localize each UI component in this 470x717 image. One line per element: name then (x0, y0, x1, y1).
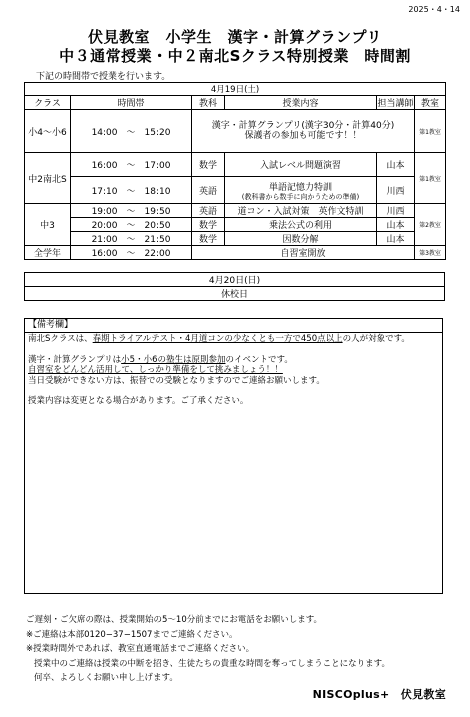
day2-status: 休校日 (25, 287, 445, 301)
subject-cell: 数学 (192, 153, 225, 177)
content-cell: 因数分解 (225, 232, 377, 246)
room-cell: 第1教室 (415, 110, 446, 153)
remarks-body (25, 333, 442, 408)
content-cell (192, 110, 415, 153)
teacher-cell: 山本 (377, 153, 415, 177)
remark-text: 南北Sクラスは、 (28, 334, 93, 344)
remark-line (28, 334, 439, 345)
table-row (25, 177, 446, 204)
remark-text: のイベントです。 (225, 354, 293, 365)
table-row (25, 153, 446, 177)
footer-notes (26, 613, 390, 686)
table-row (25, 218, 446, 232)
content-sub: (教科書から数手に向かうための準備) (241, 192, 360, 201)
room-cell: 第1教室 (415, 153, 446, 204)
remark-line: 自習室をどんどん活用して、しっかり準備をして挑みましょう！！ (28, 365, 283, 375)
remark-line (28, 355, 439, 366)
day1-date: 4月19日(土) (25, 83, 446, 96)
table-row (25, 204, 446, 218)
content-main: 単語記憶力特訓 (268, 182, 332, 193)
subject-cell: 英語 (192, 177, 225, 204)
footer-line: ※授業時間外であれば、教室直通電話までご連絡ください。 (26, 644, 255, 654)
teacher-cell: 山本 (377, 232, 415, 246)
schedule-table-day2 (24, 272, 445, 301)
header-subject: 教科 (192, 96, 225, 110)
room-cell: 第2教室 (415, 204, 446, 246)
class-cell: 中2南北S (25, 153, 71, 204)
remark-line: 当日受験ができない方は、振替での受験となりますのでご連絡お願いします。 (28, 375, 325, 386)
class-cell: 中3 (25, 204, 71, 246)
content-cell: 乗法公式の利用 (225, 218, 377, 232)
time-cell: 20:00 〜 20:50 (71, 218, 192, 232)
remark-emphasis: 小5・小6の塾生は原則参加 (121, 354, 226, 365)
remarks-heading: 【備考欄】 (25, 319, 442, 333)
subject-cell: 数学 (192, 218, 225, 232)
time-cell: 14:00 〜 15:20 (71, 110, 192, 153)
page-title-line1: 伏見教室 小学生 漢字・計算グランプリ (88, 28, 382, 46)
page-title-line2: 中３通常授業・中２南北Sクラス特別授業 時間割 (59, 47, 411, 65)
content-cell: 自習室開放 (192, 246, 415, 260)
time-cell: 19:00 〜 19:50 (71, 204, 192, 218)
footer-line: ご遅刻・ご欠席の際は、授業開始の5〜10分前までにお電話をお願いします。 (26, 615, 323, 625)
brand-signature: NISCOplus+ 伏見教室 (312, 688, 446, 701)
remarks-box (24, 318, 443, 594)
content-cell: 道コン・入試対策 英作文特訓 (225, 204, 377, 218)
teacher-cell: 川西 (377, 204, 415, 218)
subject-cell: 英語 (192, 204, 225, 218)
remark-text: 漢字・計算グランプリは (28, 354, 122, 365)
content-main: 漢字・計算グランプリ(漢字30分・計算40分) (211, 121, 395, 131)
table-row (25, 246, 446, 260)
teacher-cell: 川西 (377, 177, 415, 204)
content-cell: 入試レベル問題演習 (225, 153, 377, 177)
time-cell: 21:00 〜 21:50 (71, 232, 192, 246)
class-cell: 小4〜小6 (25, 110, 71, 153)
header-time: 時間帯 (71, 96, 192, 110)
schedule-table-day1 (24, 82, 446, 260)
footer-line: 授業中のご連絡は授業の中断を招き、生徒たちの貴重な時間を奪ってしまうことになります。 (34, 658, 390, 669)
issue-date: 2025・4・14 (408, 5, 460, 14)
header-class: クラス (25, 96, 71, 110)
remark-emphasis: 春期トライアルテスト・4月道コンの少なくとも一方で450点以上 (92, 334, 343, 344)
remark-line: 授業内容は変更となる場合があります。ご了承ください。 (28, 396, 249, 406)
footer-line: ※ご連絡は本部0120−37−1507までご連絡ください。 (26, 629, 238, 640)
day2-date: 4月20日(日) (25, 273, 445, 287)
time-cell: 17:10 〜 18:10 (71, 177, 192, 204)
header-room: 教室 (415, 96, 446, 110)
table-row (25, 232, 446, 246)
content-cell (225, 177, 377, 204)
table-row (25, 110, 446, 153)
header-content: 授業内容 (225, 96, 377, 110)
subject-cell: 数学 (192, 232, 225, 246)
room-cell: 第3教室 (415, 246, 446, 260)
time-cell: 16:00 〜 17:00 (71, 153, 192, 177)
time-cell: 16:00 〜 22:00 (71, 246, 192, 260)
content-note: 保護者の参加も可能です！！ (244, 131, 362, 141)
class-cell: 全学年 (25, 246, 71, 260)
remark-text: の人が対象です。 (342, 334, 410, 344)
header-teacher: 担当講師 (377, 96, 415, 110)
intro-note: 下記の時間帯で授業を行います。 (36, 72, 171, 82)
teacher-cell: 山本 (377, 218, 415, 232)
footer-line: 何卒、よろしくお願い申し上げます。 (34, 673, 178, 683)
